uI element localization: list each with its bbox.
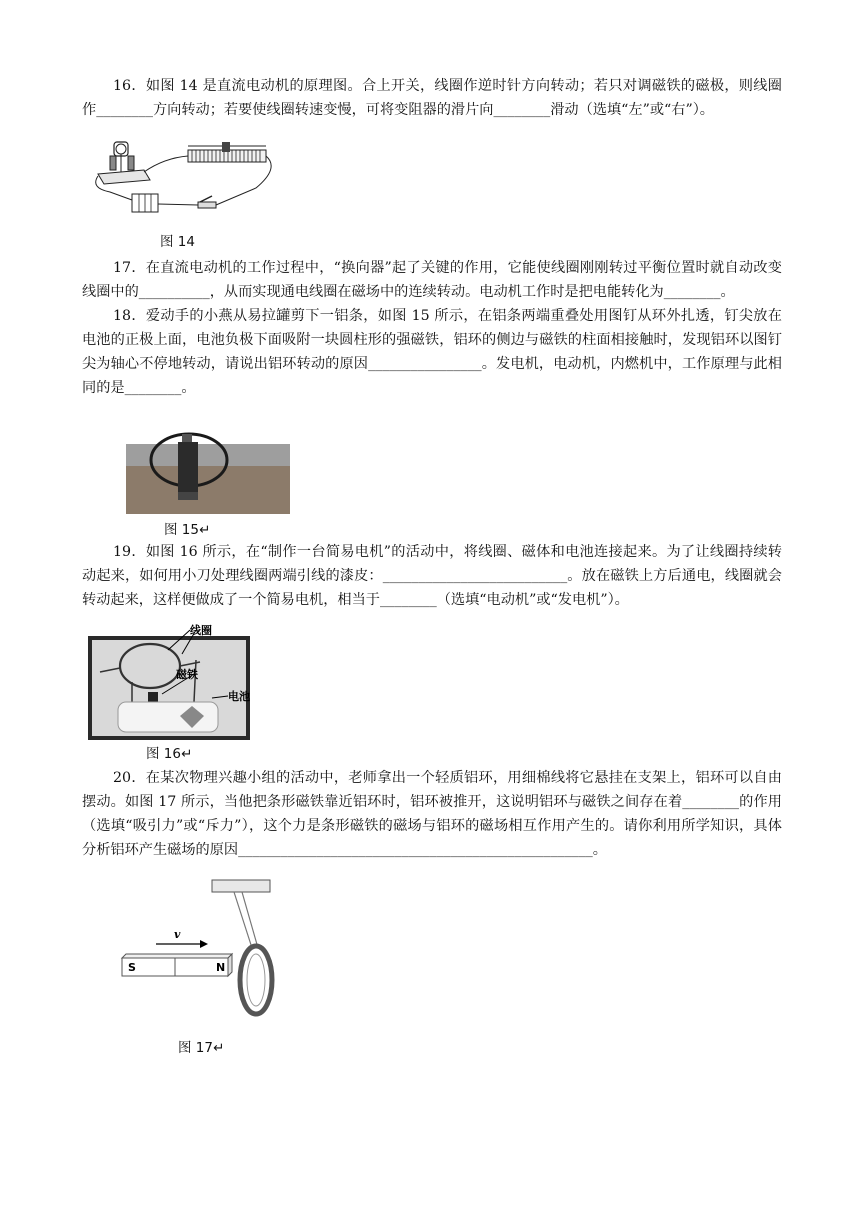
figure-15-caption: 图 15↵ xyxy=(164,522,211,538)
figure-17 xyxy=(82,866,782,1056)
label-north-pole: N xyxy=(216,961,226,974)
figure-14 xyxy=(82,126,782,250)
figure-15 xyxy=(82,404,782,538)
question-18: 18．爱动手的小燕从易拉罐剪下一铝条，如图 15 所示，在铝条两端重叠处用图钉从环外扎透，钉尖放在电池的正极上面，电池负极下面吸附一块圆柱形的强磁铁，铝环的侧边与磁铁的柱面相接触时，发现铝环以图钉尖为轴心不停地转动，请说出铝环转动的原因________________。发电机，电动机，内燃机中，工作原理与此相同的是________。 xyxy=(82,308,782,396)
question-20: 20．在某次物理兴趣小组的活动中，老师拿出一个轻质铝环，用细棉线将它悬挂在支架上，铝环可以自由摆动。如图 17 所示，当他把条形磁铁靠近铝环时，铝环被推开，这说明铝环与磁铁之间存在着________的作用（选填“吸引力”或“斥力”），这个力是条形磁铁的磁场与铝环的磁场相互作用产生的。请你利用所学知识，具体分析铝环产生磁场的原因__________________________________________________。 xyxy=(82,770,782,858)
label-south-pole: S xyxy=(128,961,136,974)
figure-16-caption: 图 16↵ xyxy=(146,746,193,762)
exam-page xyxy=(82,74,782,1056)
label-velocity: v xyxy=(174,928,181,941)
question-16: 16．如图 14 是直流电动机的原理图。合上开关，线圈作逆时针方向转动；若只对调磁铁的磁极，则线圈作________方向转动；若要使线圈转速变慢，可将变阻器的滑片向________滑动（选填“左”或“右”）。 xyxy=(82,78,782,118)
figure-16 xyxy=(82,616,782,764)
label-coil: 线圈 xyxy=(190,624,212,637)
aluminum-ring-on-battery-image xyxy=(126,426,290,514)
dc-motor-circuit-diagram xyxy=(84,128,284,228)
question-19: 19．如图 16 所示，在“制作一台简易电机”的活动中，将线圈、磁体和电池连接起来。为了让线圈持续转动起来，如何用小刀处理线圈两端引线的漆皮：__________________________。放在磁铁上方后通电，线圈就会转动起来，这样便做成了一个简易电机，相当于________（选填“电动机”或“发电机”）。 xyxy=(82,544,782,608)
question-17: 17．在直流电动机的工作过程中，“换向器”起了关键的作用，它能使线圈刚刚转过平衡位置时就自动改变线圈中的__________，从而实现通电线圈在磁场中的连续转动。电动机工作时是把电能转化为________。 xyxy=(82,260,782,300)
bar-magnet-aluminum-ring-diagram xyxy=(116,876,316,1036)
figure-17-caption: 图 17↵ xyxy=(178,1040,225,1056)
label-magnet: 磁铁 xyxy=(176,668,198,681)
figure-14-caption: 图 14 xyxy=(160,234,195,250)
aluminum-ring-photo xyxy=(126,426,290,514)
label-battery: 电池 xyxy=(228,690,250,703)
label-leader-lines xyxy=(82,616,282,716)
